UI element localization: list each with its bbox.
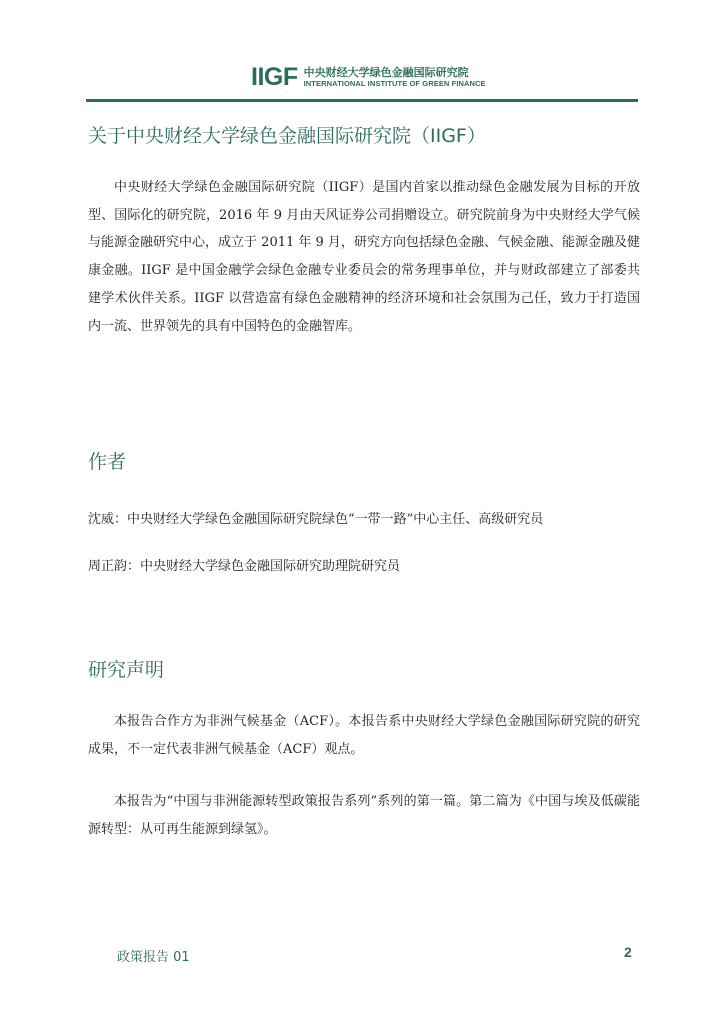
about-heading: 关于中央财经大学绿色金融国际研究院（IIGF） [88, 125, 486, 147]
page-number: 2 [624, 944, 632, 960]
statement-heading: 研究声明 [88, 659, 165, 681]
statement-paragraph-1: 本报告合作方为非洲气候基金（ACF）。本报告系中央财经大学绿色金融国际研究院的研究成果，不一定代表非洲气候基金（ACF）观点。 [88, 714, 640, 757]
statement-paragraph-2: 本报告为“中国与非洲能源转型政策报告系列”系列的第一篇。第二篇为《中国与埃及低碳能源转型：从可再生能源到绿氢》。 [88, 794, 640, 837]
footer-report-label: 政策报告 01 [117, 950, 190, 965]
logo-mark: IIGF [251, 63, 298, 91]
page-header [0, 0, 724, 104]
authors-heading: 作者 [88, 451, 127, 473]
author-line-2: 周正韵：中央财经大学绿色金融国际研究助理院研究员 [88, 559, 401, 574]
header-divider [86, 99, 638, 102]
logo-chinese-name: 中央财经大学绿色金融国际研究院 [303, 65, 469, 79]
author-line-1: 沈威：中央财经大学绿色金融国际研究院绿色“一带一路”中心主任、高级研究员 [88, 512, 544, 527]
iigf-logo [251, 62, 486, 92]
logo-text [304, 66, 486, 89]
logo-english-name: INTERNATIONAL INSTITUTE OF GREEN FINANCE [303, 78, 486, 88]
about-paragraph: 中央财经大学绿色金融国际研究院（IIGF）是国内首家以推动绿色金融发展为目标的开放型、国际化的研究院，2016 年 9 月由天风证券公司捐赠设立。研究院前身为中央财经大学气候与能源金融研究中心，成立于 2011 年 9 月，研究方向包括绿色金融、气候金融、能源金融及健康金融。IIGF 是中国金融学会绿色金融专业委员会的常务理事单位，并与财政部建立了部委共建学术伙伴关系。IIGF 以营造富有绿色金融精神的经济环境和社会氛围为己任，致力于打造国内一流、世界领先的具有中国特色的金融智库。 [88, 180, 640, 334]
